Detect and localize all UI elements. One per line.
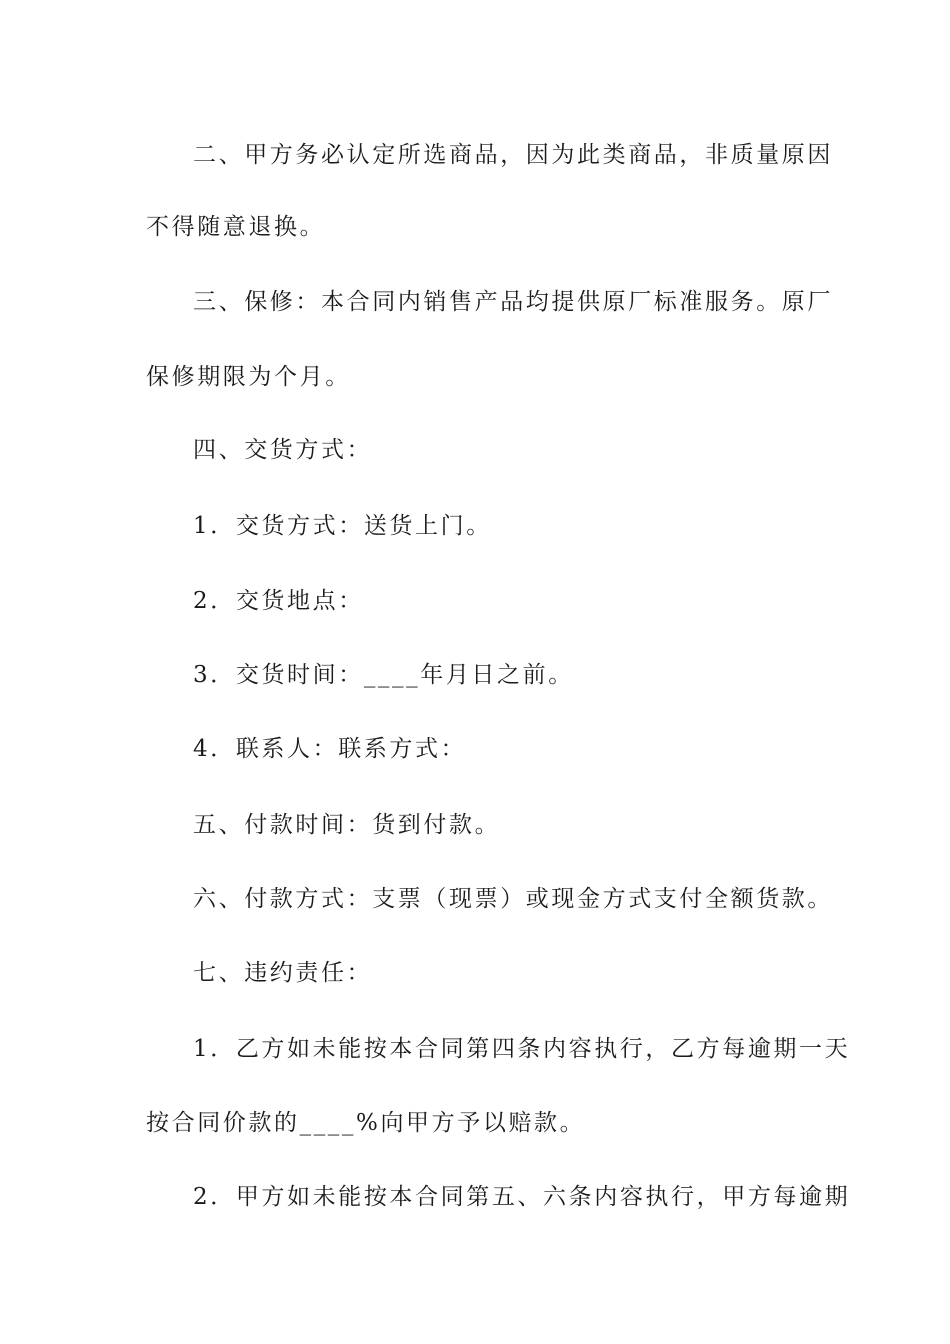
clause-7-item-2-line-1: 2．甲方如未能按本合同第五、六条内容执行，甲方每逾期 xyxy=(193,1184,851,1210)
clause-4-heading: 四、交货方式： xyxy=(193,437,373,463)
clause-6: 六、付款方式：支票（现票）或现金方式支付全额货款。 xyxy=(193,886,833,912)
clause-5: 五、付款时间：货到付款。 xyxy=(193,812,501,838)
clause-4-item-1: 1．交货方式：送货上门。 xyxy=(193,513,492,539)
clause-4-item-3: 3．交货时间：____年月日之前。 xyxy=(193,662,574,688)
clause-2-line-1: 二、甲方务必认定所选商品，因为此类商品，非质量原因 xyxy=(193,142,833,168)
clause-2-line-2: 不得随意退换。 xyxy=(146,214,326,240)
clause-7-heading: 七、违约责任： xyxy=(193,960,373,986)
clause-4-item-2: 2．交货地点： xyxy=(193,588,364,614)
clause-7-item-1-line-2: 按合同价款的____%向甲方予以赔款。 xyxy=(146,1110,586,1136)
clause-3-line-1: 三、保修：本合同内销售产品均提供原厂标准服务。原厂 xyxy=(193,289,833,315)
clause-4-item-4: 4．联系人：联系方式： xyxy=(193,736,467,762)
clause-7-item-1-line-1: 1．乙方如未能按本合同第四条内容执行，乙方每逾期一天 xyxy=(193,1036,851,1062)
clause-3-line-2: 保修期限为个月。 xyxy=(146,364,351,390)
